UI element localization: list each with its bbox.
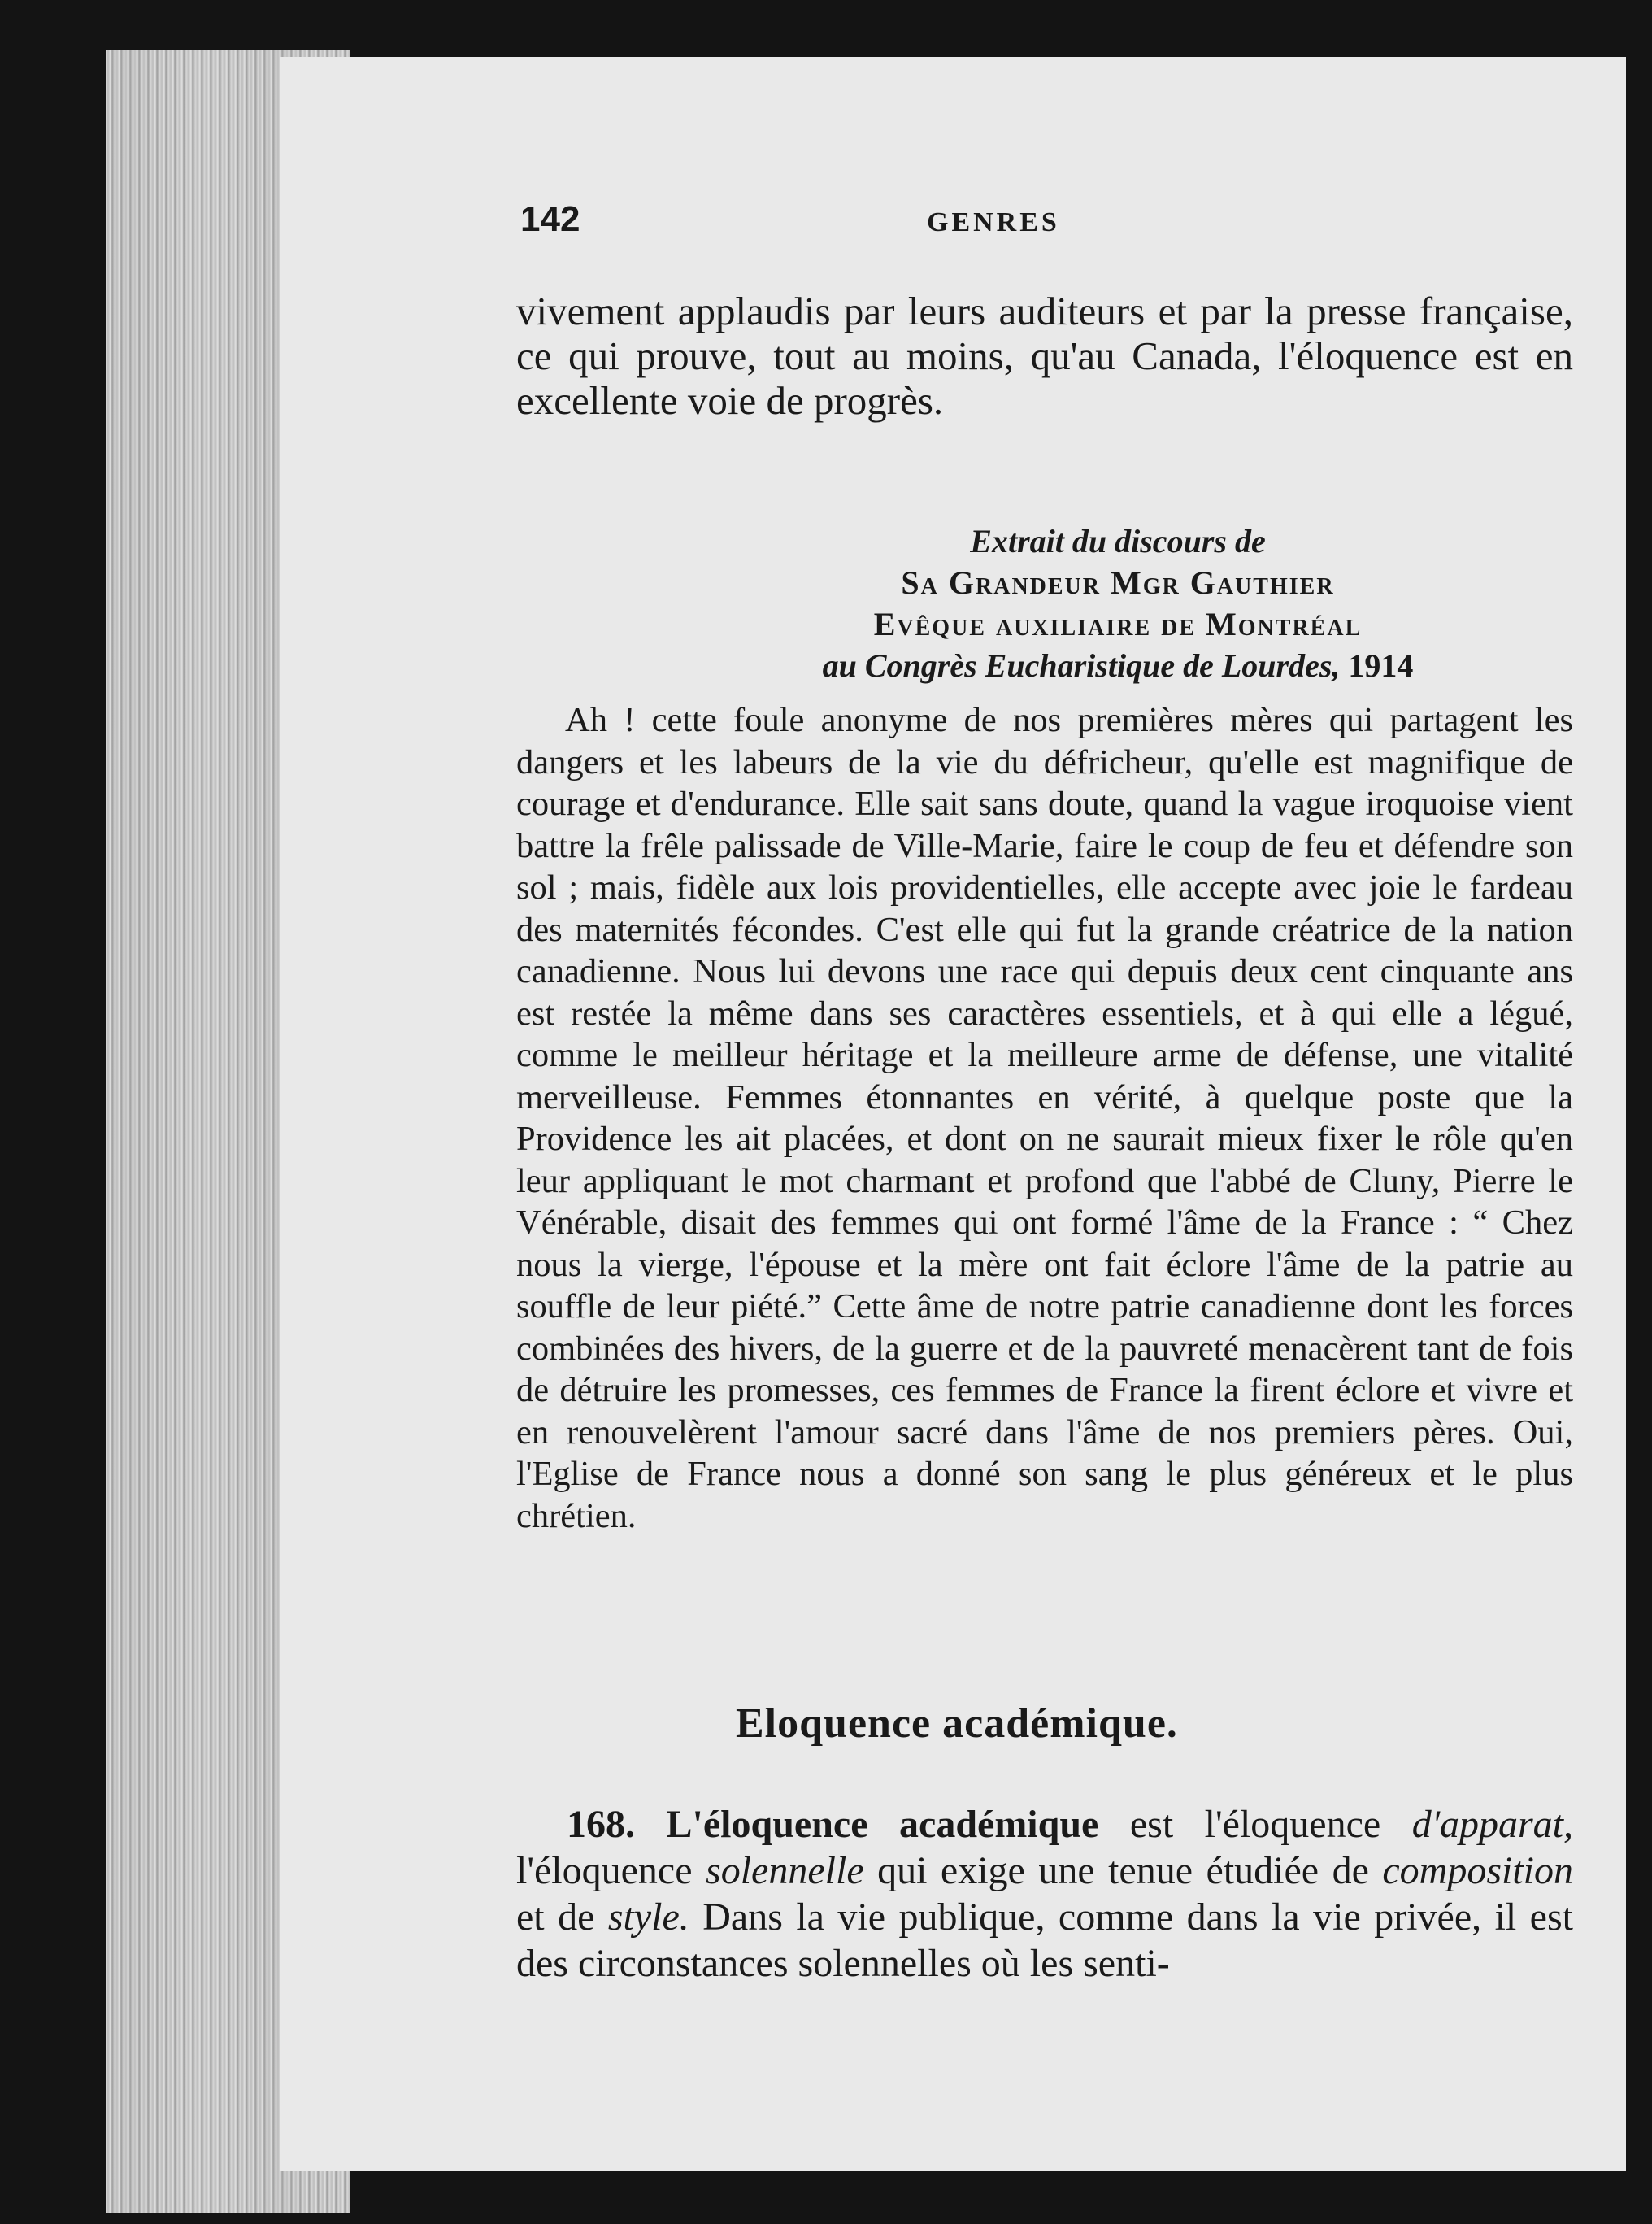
page-header [520,199,1431,256]
paragraph-168 [516,1801,1573,1987]
italic-span: composition [1382,1849,1573,1892]
italic-span: style. [607,1895,689,1939]
attribution-line-2: Sa Grandeur Mgr Gauthier [901,564,1335,601]
attribution-line-1: Extrait du discours de [970,523,1266,559]
attribution-line-4 [809,645,1427,686]
text-span: l'éloquence [516,1849,706,1892]
section-title: Eloquence académique. [736,1700,1178,1747]
book-page [280,57,1626,2171]
italic-span: solennelle [706,1849,864,1892]
text-span: est l'éloquence [1098,1803,1412,1846]
quote-paragraph: Ah ! cette foule anonyme de nos premières mères qui partagent les dangers et les labeurs de la vie du défricheur, qu'elle est magnifique de courage et d'endurance. Elle sait sans doute, quand la vague iroquoise vient battre la frêle palissade de Ville-Marie, faire le coup de feu et défendre son sol ; mais, fidèle aux lois providentielles, elle accepte avec joie le fardeau des maternités fécondes. C'est elle qui fut la grande créatrice de la nation canadienne. Nous lui devons une race qui depuis deux cent cinquante ans est restée la même dans ses caractères essentiels, et à qui elle a légué, comme le meilleur héritage et la meilleure arme de défense, une vitalité merveilleuse. Femmes étonnantes en vérité, à quelque poste que la Providence les ait placées, et dont on ne saurait mieux fixer le rôle qu'en leur appliquant le mot charmant et profond que l'abbé de Cluny, Pierre le Vénérable, disait des femmes qui ont formé l'âme de la France : “ Chez nous la vierge, l'épouse et la mère ont fait éclore l'âme de la patrie au souffle de leur piété.” Cette âme de notre patrie canadienne dont les forces combinées des hivers, de la guerre et de la pauvreté menacèrent tant de fois de détruire les promesses, ces femmes de France la firent éclore et vivre et en renouvelèrent l'amour sacré dans l'âme de nos premiers pères. Oui, l'Eglise de France nous a donné son sang le plus généreux et le plus chrétien. [516,701,1573,1535]
attribution-venue: au Congrès Eucharistique de Lourdes, [822,647,1341,684]
italic-span: d'apparat, [1411,1803,1574,1846]
defined-term: L'éloquence académique [635,1803,1099,1846]
text-span: et de [516,1895,608,1939]
intro-paragraph: vivement applaudis par leurs auditeurs et par la presse française, ce qui prouve, tout au moins, qu'au Canada, l'éloquence est en excellente voie de progrès. [516,289,1573,423]
running-head: GENRES [927,207,1060,237]
attribution-line-3: Evêque auxiliaire de Montréal [873,606,1363,642]
paragraph-number: 168. [567,1803,635,1846]
text-span: qui exige une tenue étudiée de [863,1849,1383,1892]
page-number: 142 [520,199,580,239]
speech-attribution [809,520,1427,686]
text-span: Dans la vie publique, comme dans la vie privée, il est des circonstances solennelles où les senti- [516,1895,1573,1985]
attribution-year: 1914 [1340,647,1414,684]
